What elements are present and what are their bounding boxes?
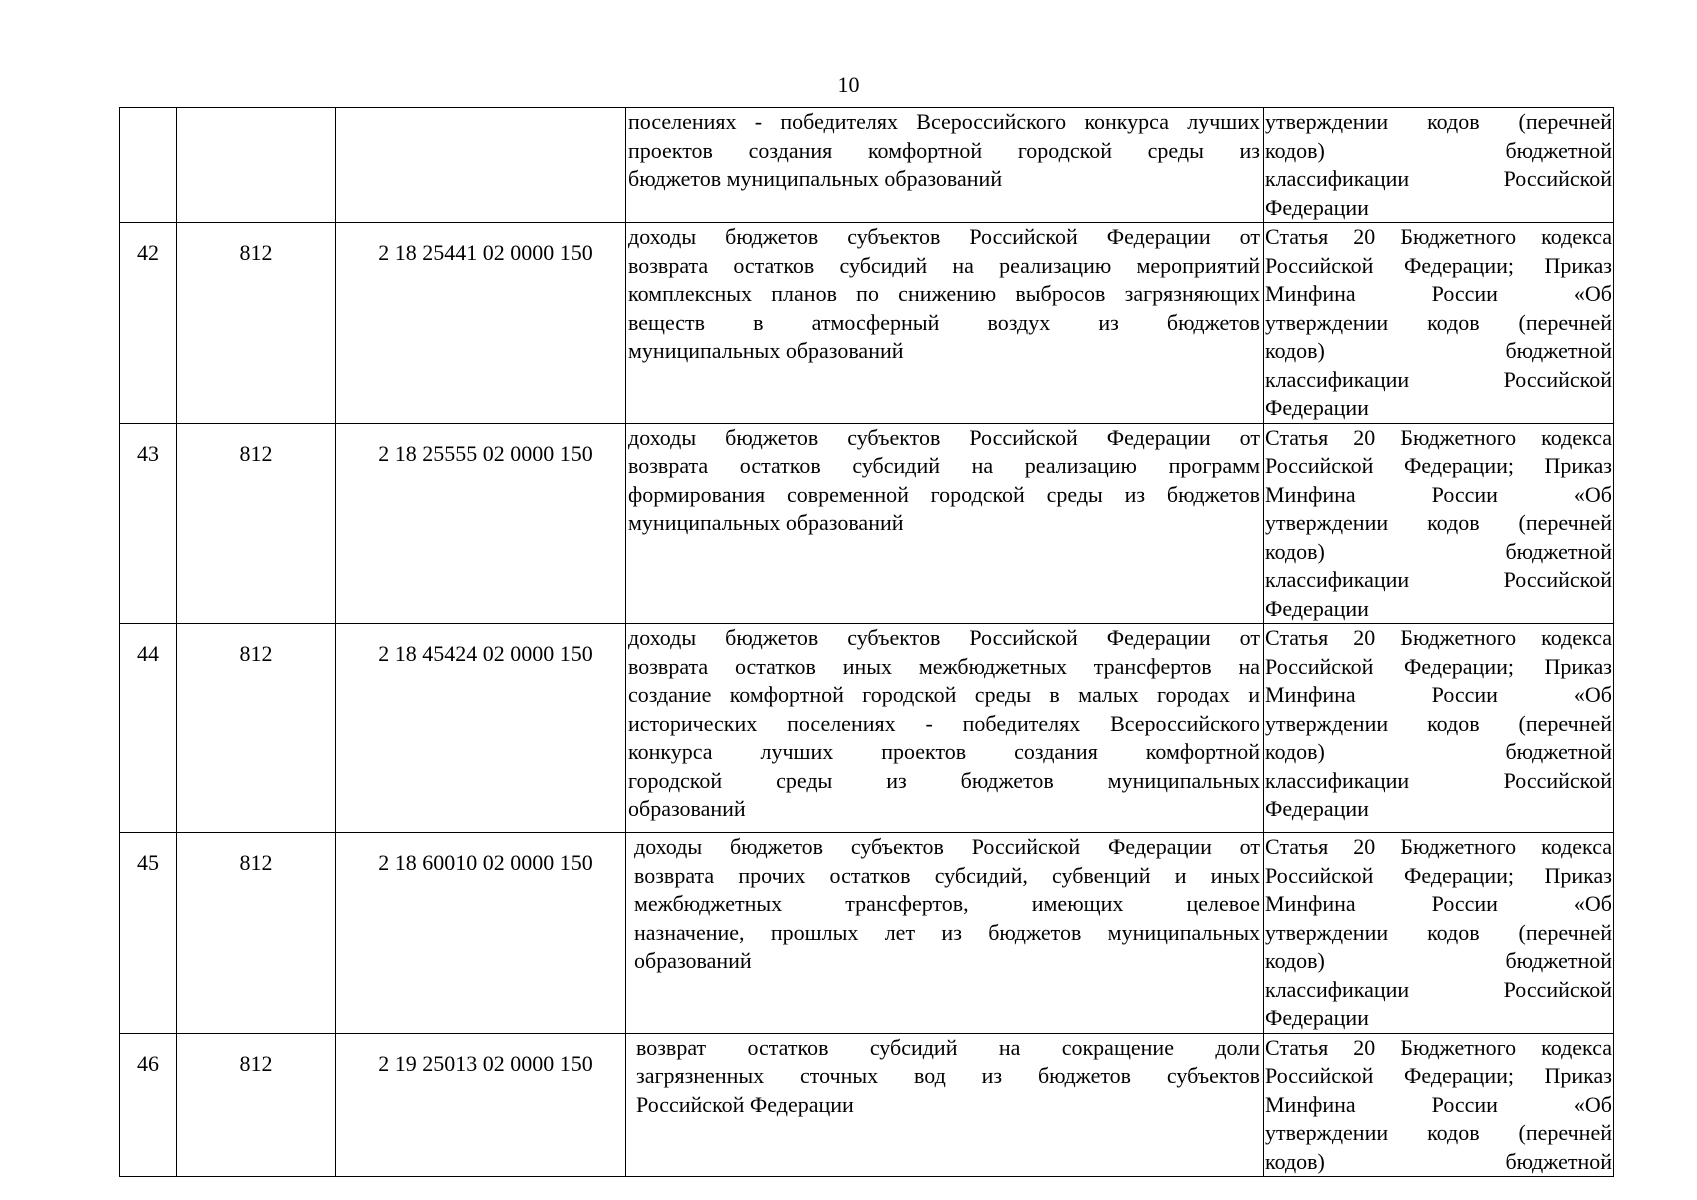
description-line: возврата остатков субсидий на реализацию программ xyxy=(628,453,1260,478)
description-line: проектов создания комфортной городской среды из xyxy=(628,137,1260,163)
legal-basis-line: кодов) бюджетной xyxy=(1265,1148,1612,1174)
row-number-cell: 45 xyxy=(120,833,177,1034)
legal-basis-line: Статья 20 Бюджетного кодекса xyxy=(1265,834,1612,859)
description-line: назначение, прошлых лет из бюджетов муниципальных xyxy=(634,919,1260,945)
description-line: исторических поселениях - победителях Всероссийского xyxy=(628,710,1260,736)
budget-code-cell: 2 18 25441 02 0000 150 xyxy=(336,223,626,424)
description-line: возврата остатков иных межбюджетных трансфертов на xyxy=(628,653,1260,679)
budget-code-cell: 2 18 25555 02 0000 150 xyxy=(336,423,626,624)
legal-basis-line: классификации Российской xyxy=(1265,767,1612,793)
description-line: формирования современной городской среды из бюджетов xyxy=(628,481,1260,507)
description-line: образований xyxy=(628,796,746,821)
legal-basis-line: кодов) бюджетной xyxy=(1265,538,1612,564)
legal-basis-line: утверждении кодов (перечней xyxy=(1265,510,1612,535)
legal-basis-line: Федерации xyxy=(1265,395,1369,420)
description-line: бюджетов муниципальных образований xyxy=(628,166,1003,191)
description-line: возврат остатков субсидий на сокращение доли xyxy=(636,1034,1260,1060)
legal-basis-line: Минфина России «Об xyxy=(1265,281,1612,306)
legal-basis-line: Статья 20 Бюджетного кодекса xyxy=(1265,625,1612,650)
legal-basis-line: утверждении кодов (перечней xyxy=(1265,710,1612,736)
budget-code-cell: 2 19 25013 02 0000 150 xyxy=(336,1033,626,1177)
legal-basis-line: Минфина России «Об xyxy=(1265,481,1612,507)
legal-basis-line: кодов) бюджетной xyxy=(1265,137,1612,163)
legal-basis-line: Минфина России «Об xyxy=(1265,1091,1612,1117)
description-line: конкурса лучших проектов создания комфортной xyxy=(628,739,1260,764)
legal-basis-line: Статья 20 Бюджетного кодекса xyxy=(1265,224,1612,249)
legal-basis-cell xyxy=(1264,108,1614,223)
legal-basis-line: Российской Федерации; Приказ xyxy=(1265,1063,1612,1088)
admin-code-cell: 812 xyxy=(177,423,336,624)
admin-code-cell: 812 xyxy=(177,833,336,1034)
income-codes-table xyxy=(119,107,1614,1177)
legal-basis-cell xyxy=(1264,1033,1614,1177)
legal-basis-line: кодов) бюджетной xyxy=(1265,338,1612,363)
table-row xyxy=(120,1033,1614,1177)
row-number-cell: 42 xyxy=(120,223,177,424)
budget-code-cell: 2 18 60010 02 0000 150 xyxy=(336,833,626,1034)
legal-basis-cell xyxy=(1264,624,1614,833)
legal-basis-cell xyxy=(1264,833,1614,1034)
legal-basis-line: утверждении кодов (перечней xyxy=(1265,309,1612,335)
admin-code-cell: 812 xyxy=(177,223,336,424)
admin-code-cell xyxy=(177,108,336,223)
table-row xyxy=(120,423,1614,624)
legal-basis-line: Российской Федерации; Приказ xyxy=(1265,453,1612,478)
description-line: создание комфортной городской среды в малых городах и xyxy=(628,682,1260,707)
description-cell xyxy=(626,423,1264,624)
description-line: возврата остатков субсидий на реализацию мероприятий xyxy=(628,252,1260,278)
description-line: доходы бюджетов субъектов Российской Федерации от xyxy=(628,224,1260,249)
description-line: доходы бюджетов субъектов Российской Федерации от xyxy=(628,625,1260,650)
page-number: 10 xyxy=(837,72,860,97)
description-line: Российской Федерации xyxy=(636,1091,854,1117)
legal-basis-line: Федерации xyxy=(1265,796,1369,821)
legal-basis-cell xyxy=(1264,423,1614,624)
legal-basis-line: утверждении кодов (перечней xyxy=(1265,109,1612,134)
admin-code-cell: 812 xyxy=(177,624,336,833)
legal-basis-line: Статья 20 Бюджетного кодекса xyxy=(1265,424,1612,450)
description-line: загрязненных сточных вод из бюджетов субъектов xyxy=(636,1063,1260,1088)
legal-basis-line: кодов) бюджетной xyxy=(1265,948,1612,973)
legal-basis-line: классификации Российской xyxy=(1265,976,1612,1002)
legal-basis-cell xyxy=(1264,223,1614,424)
legal-basis-line: Российской Федерации; Приказ xyxy=(1265,252,1612,278)
description-line: возврата прочих остатков субсидий, субвенций и иных xyxy=(634,862,1260,888)
legal-basis-line: Российской Федерации; Приказ xyxy=(1265,862,1612,888)
description-line: веществ в атмосферный воздух из бюджетов xyxy=(628,309,1260,335)
row-number-cell: 43 xyxy=(120,423,177,624)
legal-basis-line: Статья 20 Бюджетного кодекса xyxy=(1265,1034,1612,1060)
description-cell xyxy=(626,108,1264,223)
description-line: городской среды из бюджетов муниципальных xyxy=(628,767,1260,793)
description-line: муниципальных образований xyxy=(628,338,904,363)
description-line: образований xyxy=(634,948,752,973)
table-row xyxy=(120,223,1614,424)
legal-basis-line: классификации Российской xyxy=(1265,567,1612,592)
row-number-cell: 44 xyxy=(120,624,177,833)
description-cell xyxy=(626,624,1264,833)
description-line: межбюджетных трансфертов, имеющих целевое xyxy=(634,891,1260,916)
legal-basis-line: Федерации xyxy=(1265,194,1369,220)
legal-basis-line: Федерации xyxy=(1265,595,1369,621)
legal-basis-line: Минфина России «Об xyxy=(1265,682,1612,707)
table-row xyxy=(120,108,1614,223)
budget-code-cell: 2 18 45424 02 0000 150 xyxy=(336,624,626,833)
description-line: поселениях - победителях Всероссийского конкурса лучших xyxy=(628,109,1260,134)
legal-basis-line: утверждении кодов (перечней xyxy=(1265,1120,1612,1145)
description-cell xyxy=(626,223,1264,424)
legal-basis-line: Российской Федерации; Приказ xyxy=(1265,653,1612,679)
legal-basis-line: классификации Российской xyxy=(1265,366,1612,392)
description-line: муниципальных образований xyxy=(628,510,904,535)
budget-code-cell xyxy=(336,108,626,223)
legal-basis-line: Федерации xyxy=(1265,1005,1369,1030)
admin-code-cell: 812 xyxy=(177,1033,336,1177)
row-number-cell: 46 xyxy=(120,1033,177,1177)
table-row xyxy=(120,624,1614,833)
legal-basis-line: утверждении кодов (перечней xyxy=(1265,919,1612,945)
table-row xyxy=(120,833,1614,1034)
legal-basis-line: Минфина России «Об xyxy=(1265,891,1612,916)
legal-basis-line: кодов) бюджетной xyxy=(1265,739,1612,764)
description-line: доходы бюджетов субъектов Российской Федерации от xyxy=(634,834,1260,859)
description-line: комплексных планов по снижению выбросов загрязняющих xyxy=(628,281,1260,306)
legal-basis-line: классификации Российской xyxy=(1265,166,1612,191)
description-cell xyxy=(626,833,1264,1034)
description-cell xyxy=(626,1033,1264,1177)
row-number-cell xyxy=(120,108,177,223)
description-line: доходы бюджетов субъектов Российской Федерации от xyxy=(628,424,1260,450)
